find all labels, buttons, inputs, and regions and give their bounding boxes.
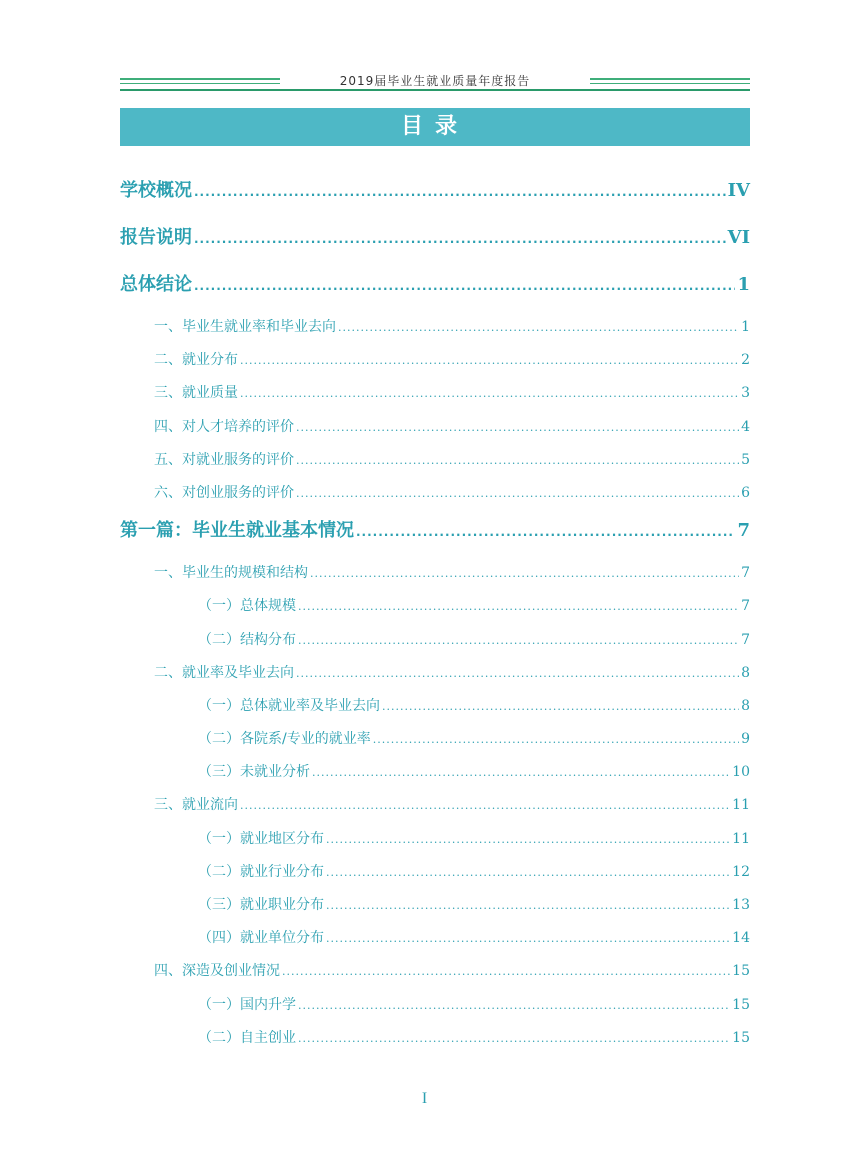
dot-leader	[356, 511, 735, 553]
toc-entry-label: （一）就业地区分布	[198, 830, 324, 847]
dot-leader	[338, 311, 739, 344]
toc-entry[interactable]	[120, 1022, 750, 1055]
dot-leader	[296, 477, 739, 510]
toc-entry-page: 5	[741, 451, 750, 468]
dot-leader	[240, 377, 739, 410]
toc-entry-label: （二）各院系/专业的就业率	[198, 731, 371, 748]
toc-entry-label: 四、对人才培养的评价	[154, 418, 294, 435]
toc-entry-label: 学校概况	[120, 180, 192, 201]
toc-entry[interactable]	[120, 955, 750, 988]
dot-leader	[240, 344, 739, 377]
toc-entry-page: 15	[732, 963, 750, 980]
dot-leader	[194, 218, 726, 260]
toc-entry-page: 4	[741, 418, 750, 435]
toc-entry[interactable]	[120, 264, 750, 311]
toc-entry[interactable]	[120, 657, 750, 690]
dot-leader	[312, 756, 730, 789]
toc-entry[interactable]	[120, 624, 750, 657]
toc-entry-page: 6	[741, 484, 750, 501]
toc-entry[interactable]	[120, 690, 750, 723]
dot-leader	[326, 889, 730, 922]
toc-entry[interactable]	[120, 856, 750, 889]
toc-entry-label: （一）总体规模	[198, 598, 296, 615]
toc-entry-label: 总体结论	[120, 274, 192, 295]
toc-entry[interactable]	[120, 510, 750, 557]
toc-entry-page: 7	[741, 565, 750, 582]
toc-entry-label: 六、对创业服务的评价	[154, 484, 294, 501]
toc-entry-page: 15	[732, 1029, 750, 1046]
toc-entry-page: 14	[732, 930, 750, 947]
toc-entry-label: （二）结构分布	[198, 631, 296, 648]
dot-leader	[298, 590, 739, 623]
toc-entry[interactable]	[120, 789, 750, 822]
dot-leader	[296, 444, 739, 477]
toc-entry[interactable]	[120, 889, 750, 922]
toc-entry-label: （二）就业行业分布	[198, 863, 324, 880]
header-rule-bottom	[120, 89, 750, 91]
toc-entry-page: 7	[741, 598, 750, 615]
dot-leader	[373, 723, 739, 756]
dot-leader	[298, 989, 730, 1022]
toc-entry-page: 11	[732, 797, 750, 814]
toc-entry-page: 1	[741, 319, 750, 335]
toc-entry-page: 13	[732, 897, 750, 913]
toc-entry-page: 7	[741, 631, 750, 648]
toc-entry-label: （一）总体就业率及毕业去向	[198, 697, 380, 714]
dot-leader	[194, 171, 726, 213]
toc-entry-page: 12	[732, 863, 750, 880]
toc-entry[interactable]	[120, 217, 750, 264]
toc-entry-page: 3	[741, 385, 750, 402]
toc-entry-page: VI	[727, 227, 750, 248]
dot-leader	[282, 955, 730, 988]
dot-leader	[298, 1022, 730, 1055]
toc-entry-label: 第一篇：毕业生就业基本情况	[120, 520, 354, 542]
toc-entry-page: 8	[741, 664, 750, 681]
dot-leader	[326, 856, 730, 889]
toc-entry[interactable]	[120, 989, 750, 1022]
dot-leader	[296, 657, 739, 690]
toc-entry[interactable]	[120, 377, 750, 410]
dot-leader	[310, 557, 739, 590]
toc-entry[interactable]	[120, 444, 750, 477]
dot-leader	[298, 624, 739, 657]
toc-title: 目录	[120, 108, 750, 146]
toc-entry[interactable]	[120, 311, 750, 344]
toc-entry[interactable]	[120, 590, 750, 623]
toc-entry-label: 一、毕业生就业率和毕业去向	[154, 319, 336, 335]
toc-entry-label: 报告说明	[120, 227, 192, 248]
header-title: 2019届毕业生就业质量年度报告	[339, 74, 531, 88]
table-of-contents	[120, 170, 750, 1055]
dot-leader	[326, 823, 730, 856]
toc-entry[interactable]	[120, 723, 750, 756]
toc-entry-label: 四、深造及创业情况	[154, 963, 280, 980]
dot-leader	[382, 690, 739, 723]
toc-entry[interactable]	[120, 756, 750, 789]
toc-entry-page: 10	[732, 764, 750, 781]
toc-entry-page: 11	[732, 830, 750, 847]
dot-leader	[194, 265, 735, 307]
toc-entry[interactable]	[120, 823, 750, 856]
toc-entry-label: 二、就业率及毕业去向	[154, 664, 294, 681]
toc-entry-page: IV	[727, 180, 750, 201]
toc-entry[interactable]	[120, 477, 750, 510]
toc-entry-label: 一、毕业生的规模和结构	[154, 565, 308, 582]
toc-entry-label: （三）就业职业分布	[198, 897, 324, 913]
toc-entry-label: （二）自主创业	[198, 1029, 296, 1046]
toc-entry-label: （一）国内升学	[198, 996, 296, 1013]
toc-entry[interactable]	[120, 170, 750, 217]
toc-entry-label: （四）就业单位分布	[198, 930, 324, 947]
toc-entry-page: 7	[737, 520, 750, 542]
toc-entry-label: 五、对就业服务的评价	[154, 451, 294, 468]
header-rule-right	[590, 78, 750, 84]
dot-leader	[296, 411, 739, 444]
toc-entry-label: 二、就业分布	[154, 352, 238, 369]
dot-leader	[326, 922, 730, 955]
toc-entry[interactable]	[120, 557, 750, 590]
toc-entry-page: 8	[741, 697, 750, 714]
toc-entry[interactable]	[120, 411, 750, 444]
toc-entry-page: 9	[741, 731, 750, 748]
page-number: I	[421, 1090, 428, 1107]
toc-entry-label: 三、就业质量	[154, 385, 238, 402]
toc-entry[interactable]	[120, 922, 750, 955]
toc-entry-page: 2	[741, 352, 750, 369]
toc-entry-page: 15	[732, 996, 750, 1013]
toc-entry-page: 1	[737, 274, 750, 295]
toc-entry-label: 三、就业流向	[154, 797, 238, 814]
toc-entry-label: （三）未就业分析	[198, 764, 310, 781]
toc-entry[interactable]	[120, 344, 750, 377]
dot-leader	[240, 789, 730, 822]
